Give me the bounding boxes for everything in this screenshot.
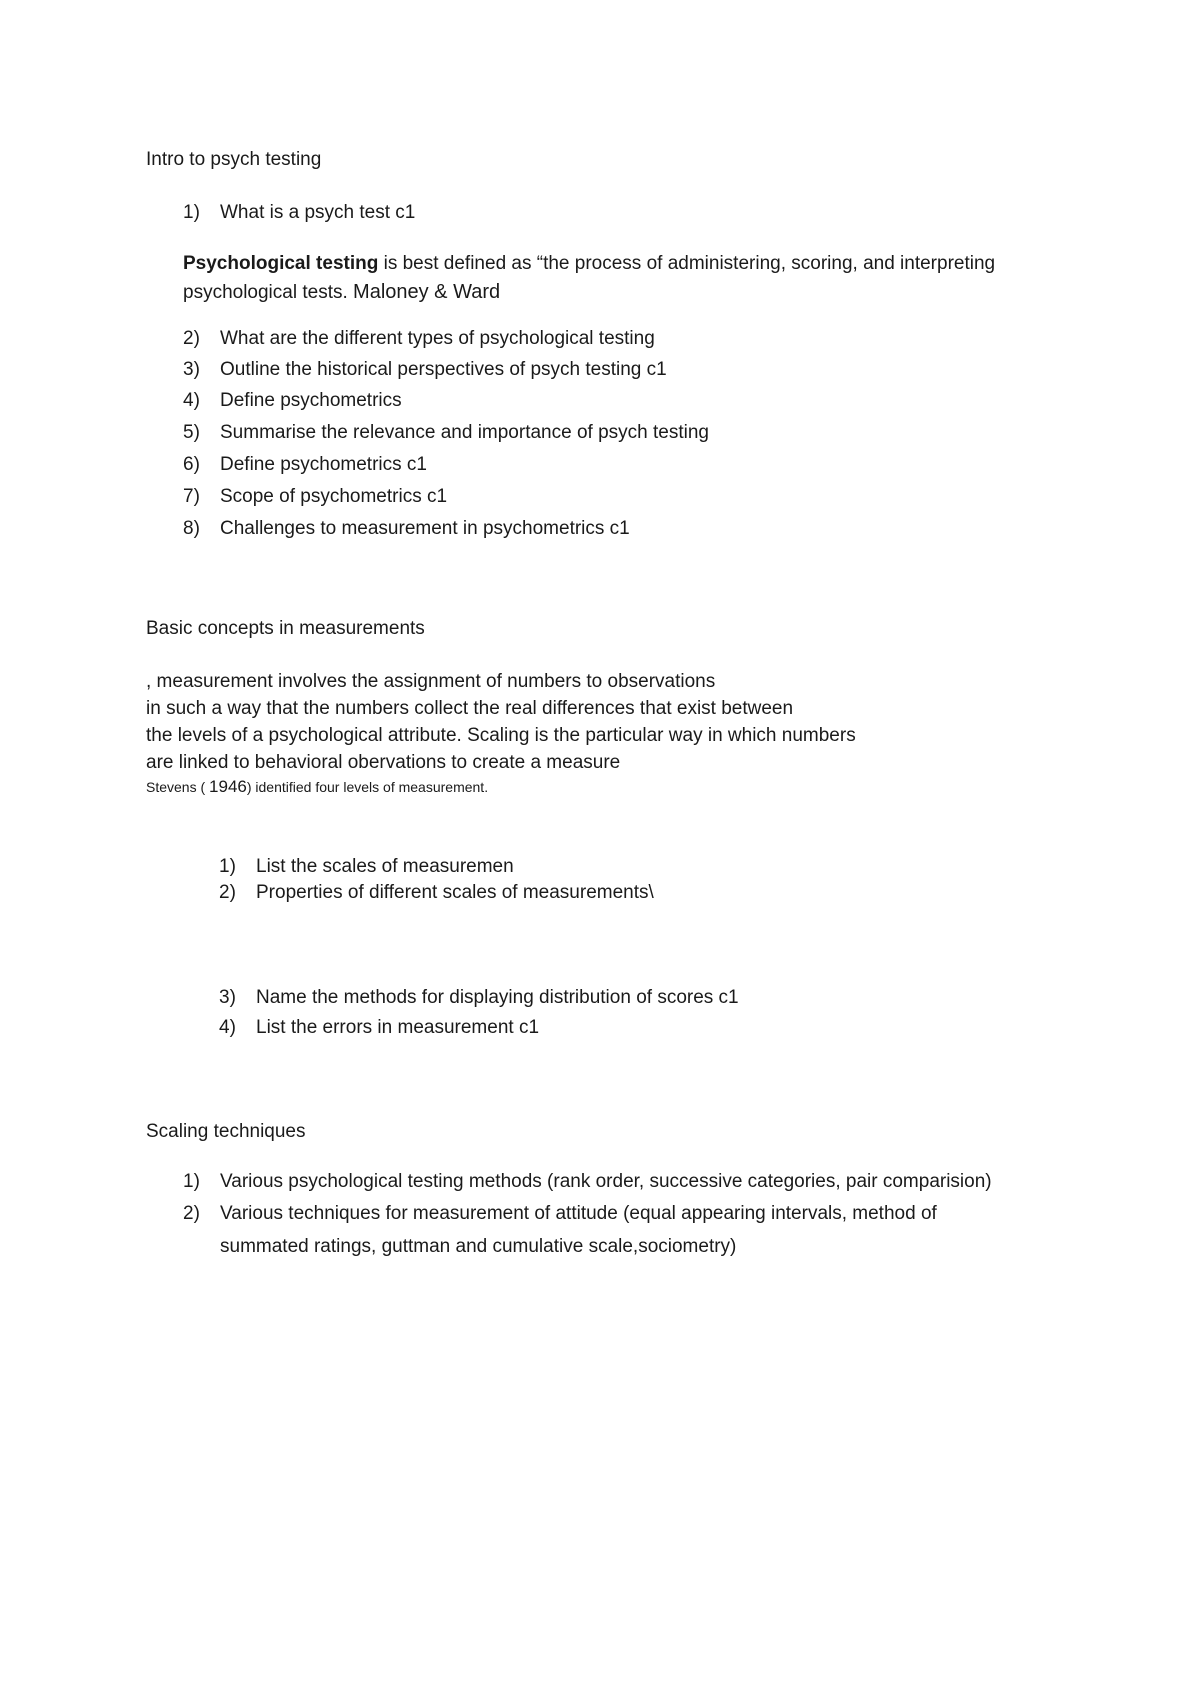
list-number: 3) — [183, 359, 200, 380]
list-number: 4) — [219, 1017, 236, 1038]
stevens-year: 1946 — [209, 777, 247, 796]
list-item: What is a psych test c1 — [220, 202, 416, 223]
list-number: 4) — [183, 390, 200, 411]
definition-line-2 — [183, 280, 500, 305]
paragraph-line: the levels of a psychological attribute. Scaling is the particular way in which numbers — [146, 725, 856, 746]
list-item: Properties of different scales of measurements\ — [256, 882, 654, 903]
list-item: List the errors in measurement c1 — [256, 1017, 540, 1038]
definition-text-2: psychological tests. — [183, 282, 354, 303]
list-item: What are the different types of psychological testing — [220, 328, 655, 349]
list-item: Define psychometrics — [220, 390, 402, 411]
list-number: 1) — [183, 202, 200, 223]
list-item: Define psychometrics c1 — [220, 454, 427, 475]
list-number: 6) — [183, 454, 200, 475]
stevens-post: ) identified four levels of measurement. — [246, 779, 489, 795]
stevens-pre: Stevens ( — [146, 779, 210, 795]
paragraph-line: are linked to behavioral obervations to create a measure — [146, 752, 621, 773]
stevens-citation — [146, 778, 488, 796]
list-item: Name the methods for displaying distribution of scores c1 — [256, 987, 739, 1008]
section-heading-intro: Intro to psych testing — [146, 149, 322, 170]
list-number: 2) — [219, 882, 236, 903]
list-item: Various psychological testing methods (rank order, successive categories, pair comparision) — [220, 1171, 992, 1192]
definition-author: Maloney & Ward — [353, 281, 501, 303]
list-number: 5) — [183, 422, 200, 443]
paragraph-line: , measurement involves the assignment of numbers to observations — [146, 671, 716, 692]
section-heading-scaling: Scaling techniques — [146, 1121, 306, 1142]
list-number: 1) — [183, 1171, 200, 1192]
definition-text: is best defined as “the process of administering, scoring, and interpreting — [378, 253, 996, 274]
list-item: Various techniques for measurement of attitude (equal appearing intervals, method of — [220, 1203, 937, 1224]
list-number: 7) — [183, 486, 200, 507]
list-item: List the scales of measuremen — [256, 856, 514, 877]
list-number: 1) — [219, 856, 236, 877]
list-number: 2) — [183, 328, 200, 349]
list-number: 3) — [219, 987, 236, 1008]
list-number: 8) — [183, 518, 200, 539]
list-item: Scope of psychometrics c1 — [220, 486, 448, 507]
definition-line-1 — [183, 252, 995, 276]
list-item: Summarise the relevance and importance of psych testing — [220, 422, 709, 443]
paragraph-line: in such a way that the numbers collect the real differences that exist between — [146, 698, 794, 719]
definition-term: Psychological testing — [183, 253, 379, 274]
list-item-continuation: summated ratings, guttman and cumulative scale,sociometry) — [220, 1236, 737, 1257]
list-item: Challenges to measurement in psychometrics c1 — [220, 518, 630, 539]
section-heading-basic-concepts: Basic concepts in measurements — [146, 618, 425, 639]
list-item: Outline the historical perspectives of psych testing c1 — [220, 359, 667, 380]
list-number: 2) — [183, 1203, 200, 1224]
